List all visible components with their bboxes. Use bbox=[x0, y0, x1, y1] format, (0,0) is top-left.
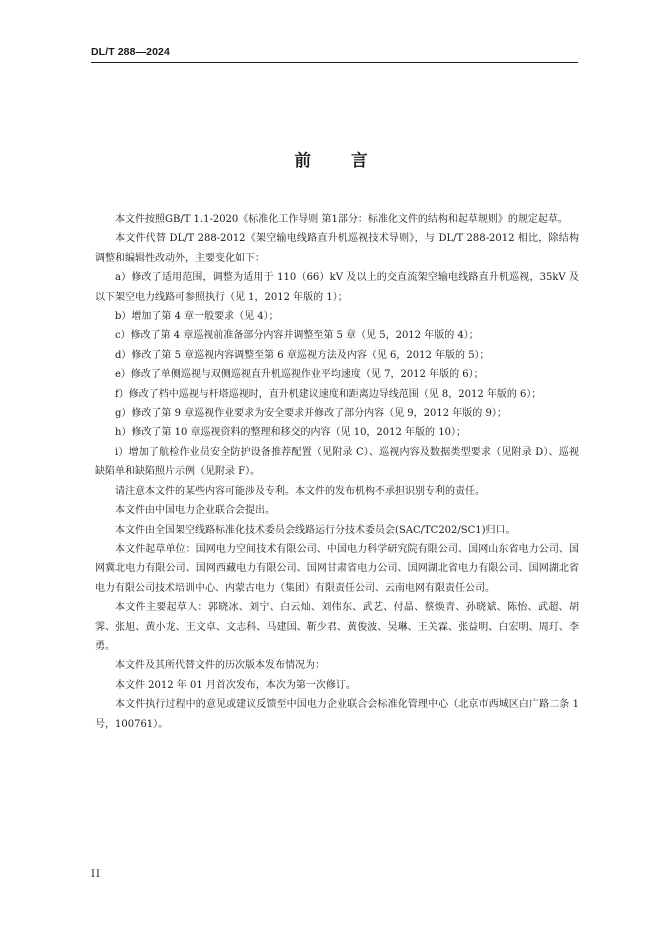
paragraph-technical-committee: 本文件由全国架空线路标准化技术委员会线路运行分技术委员会(SAC/TC202/SC1)归口。 bbox=[115, 524, 516, 536]
paragraph-feedback: 本文件执行过程中的意见或建议反馈至中国电力企业联合会标准化管理中心（北京市西城区白广路二条 1 号，100761）。 bbox=[95, 699, 579, 730]
paragraph-drafters: 本文件主要起草人：郭晓冰、刘宁、白云灿、刘伟东、武艺、付晶、蔡焕青、孙晓斌、陈怡、武超、胡霁、张旭、黄小龙、王文卓、文志科、马建国、靳少君、黄俊波、吴琳、王关霖、张益明、白宏明、周玎、李勇。 bbox=[95, 602, 579, 652]
paragraph-drafting-basis: 本文件按照GB/T 1.1-2020《标准化工作导则 第1部分：标准化文件的结构和起草规则》的规定起草。 bbox=[115, 214, 568, 225]
title-char-2: 言 bbox=[351, 151, 368, 170]
header-divider bbox=[91, 62, 578, 63]
change-item-d: d）修改了第 5 章巡视内容调整至第 6 章巡视方法及内容（见 6，2012 年版的 5）； bbox=[115, 349, 490, 361]
paragraph-drafting-units: 本文件起草单位：国网电力空间技术有限公司、中国电力科学研究院有限公司、国网山东省电力公司、国网冀北电力有限公司、国网西藏电力有限公司、国网甘肃省电力公司、国网湖北省电力有限公司、国网湖北省电力有限公司技术培训中心、内蒙古电力（集团）有限责任公司、云南电网有限责任公司。 bbox=[95, 543, 579, 594]
standard-number: DL/T 288—2024 bbox=[91, 46, 170, 58]
paragraph-patent-notice: 请注意本文件的某些内容可能涉及专利。本文件的发布机构不承担识别专利的责任。 bbox=[115, 485, 485, 497]
change-item-g: g）修改了第 9 章巡视作业要求为安全要求并修改了部分内容（见 9，2012 年版的 9）； bbox=[115, 408, 507, 420]
paragraph-replacement: 本文件代替 DL/T 288-2012《架空输电线路直升机巡视技术导则》，与 DL/T 288-2012 相比，除结构调整和编辑性改动外，主要变化如下： bbox=[95, 233, 579, 264]
change-item-f: f）修改了档中巡视与杆塔巡视时，直升机建议速度和距离边导线范围（见 8，2012 年版的 6）； bbox=[115, 388, 542, 400]
page-number: II bbox=[91, 869, 101, 880]
foreword-body bbox=[95, 210, 579, 734]
change-item-c: c）修改了第 4 章巡视前准备部分内容并调整至第 5 章（见 5，2012 年版的 4）； bbox=[115, 330, 479, 342]
change-item-i: i）增加了航检作业员安全防护设备推荐配置（见附录 C）、巡视内容及数据类型要求（见附录 D）、巡视缺陷单和缺陷照片示例（见附录 F）。 bbox=[95, 446, 579, 478]
change-item-b: b）增加了第 4 章一般要求（见 4）； bbox=[115, 311, 279, 323]
change-item-h: h）修改了第 10 章巡视资料的整理和移交的内容（见 10，2012 年版的 10）； bbox=[115, 427, 466, 439]
change-item-e: e）修改了单侧巡视与双侧巡视直升机巡视作业平均速度（见 7，2012 年版的 6）； bbox=[115, 369, 484, 381]
change-item-a: a）修改了适用范围，调整为适用于 110（66）kV 及以上的交直流架空输电线路直升机巡视，35kV 及以下架空电力线路可参照执行（见 1，2012 年版的 1）； bbox=[95, 272, 579, 303]
title-char-1: 前 bbox=[294, 151, 311, 170]
paragraph-version-history-intro: 本文件及其所代替文件的历次版本发布情况为： bbox=[115, 660, 325, 672]
paragraph-first-release: 本文件 2012 年 01 月首次发布，本次为第一次修订。 bbox=[115, 679, 356, 691]
page-title bbox=[0, 147, 662, 171]
paragraph-proposer: 本文件由中国电力企业联合会提出。 bbox=[115, 505, 275, 517]
